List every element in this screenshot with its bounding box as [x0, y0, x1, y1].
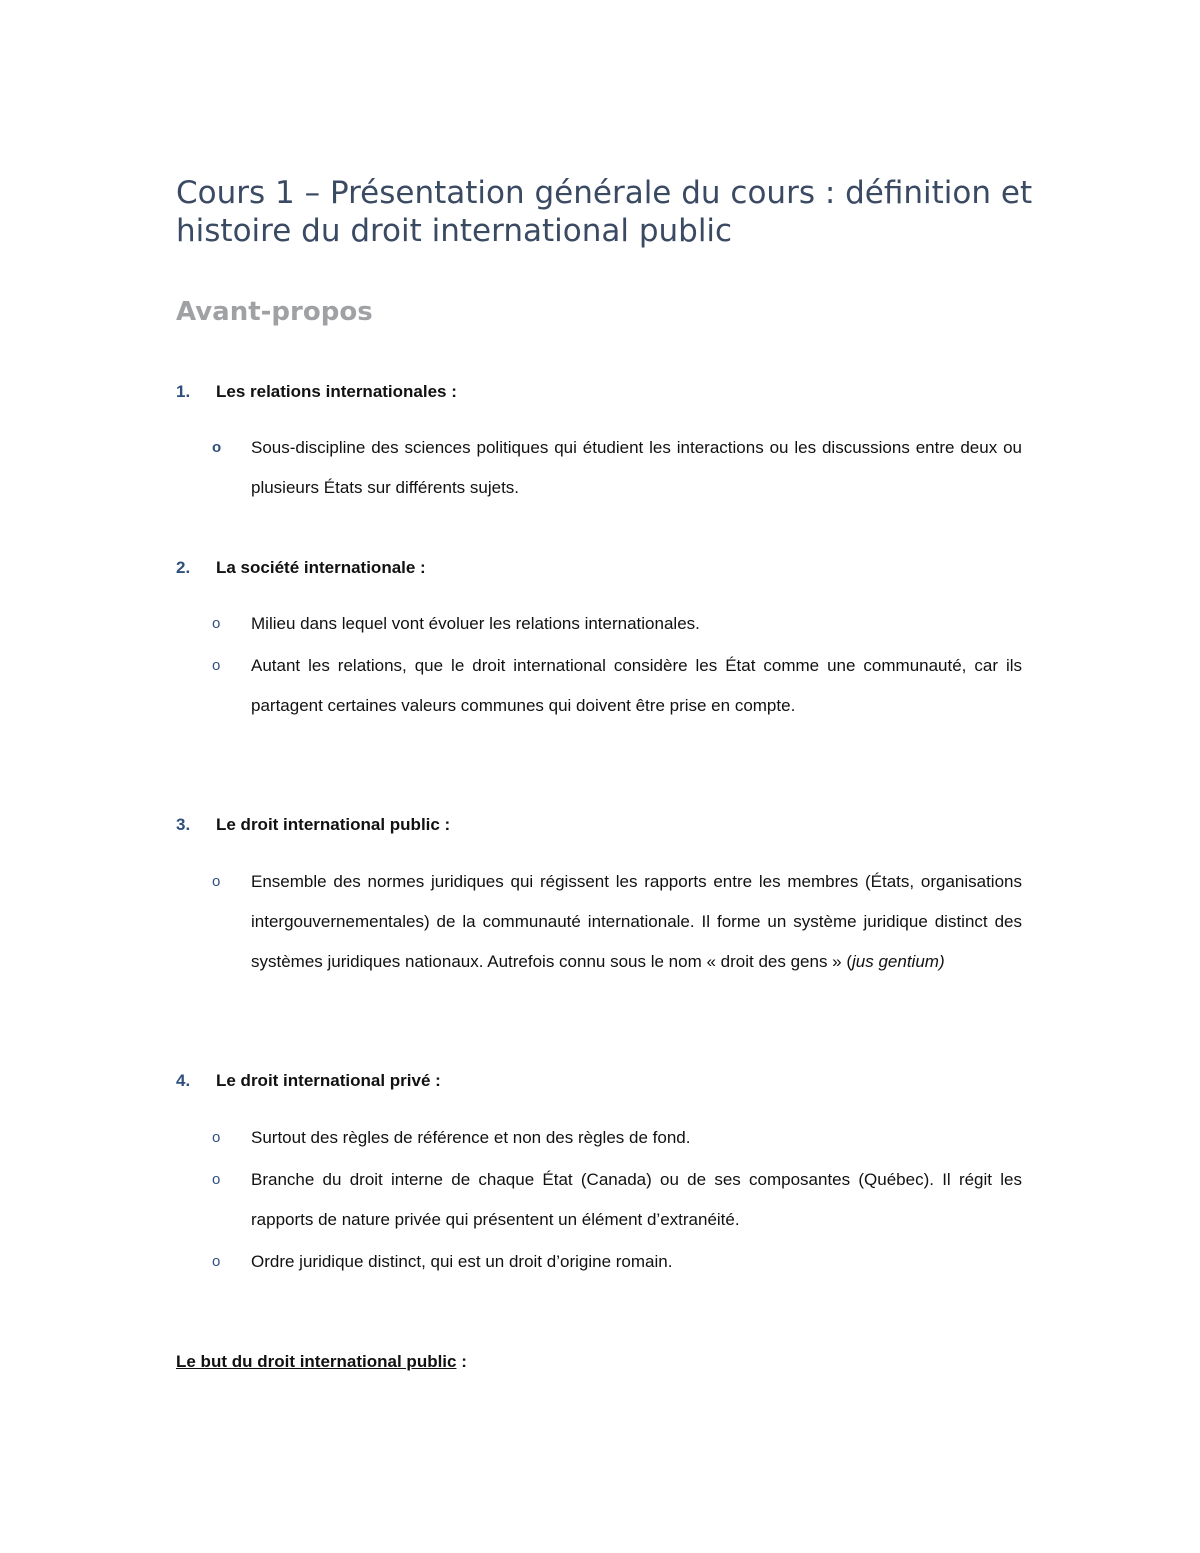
section-heading-text: Le droit international privé :	[216, 1071, 441, 1090]
section-heading-private-law	[176, 1069, 1036, 1093]
latin-term: jus gentium)	[852, 952, 945, 971]
section-heading-text: Le droit international public :	[216, 815, 451, 834]
final-heading-text: Le but du droit international public	[176, 1352, 457, 1371]
section-heading-public-law	[176, 813, 1036, 837]
list-item-text: Sous-discipline des sciences politiques qui étudient les interactions ou les discussions entre deux ou plusieurs États sur différents sujets.	[251, 438, 1022, 497]
list-item	[212, 862, 1022, 982]
section-number: 2.	[176, 558, 191, 577]
list-item	[212, 1242, 1022, 1282]
bullet-icon: o	[212, 439, 222, 456]
page-title: Cours 1 – Présentation générale du cours : définition et histoire du droit international public	[176, 175, 1033, 249]
bullet-icon: o	[212, 657, 221, 674]
bullet-icon: o	[212, 873, 221, 890]
list-item-text-main: Ensemble des normes juridiques qui régissent les rapports entre les membres (États, organisations intergouvernementales) de la communauté internationale. Il forme un système juridique distinct des systèmes juridiques nationaux. Autrefois connu sous le nom « droit des gens » (	[251, 872, 1022, 971]
bullet-icon: o	[212, 615, 221, 632]
list-item-text: Ordre juridique distinct, qui est un droit d’origine romain.	[251, 1252, 673, 1271]
list-item-text: Branche du droit interne de chaque État (Canada) ou de ses composantes (Québec). Il régit les rapports de nature privée qui présentent un élément d’extranéité.	[251, 1170, 1022, 1229]
list-item-text	[251, 862, 1022, 982]
final-heading	[176, 1348, 467, 1376]
list-item	[212, 428, 1022, 508]
bullet-icon: o	[212, 1253, 221, 1270]
section-number: 4.	[176, 1071, 191, 1090]
final-heading-colon: :	[456, 1352, 467, 1371]
list-item	[212, 1118, 1022, 1158]
section-heading-text: La société internationale :	[216, 558, 426, 577]
bullet-icon: o	[212, 1171, 221, 1188]
section-heading-text: Les relations internationales :	[216, 382, 457, 401]
section-subtitle: Avant-propos	[176, 297, 373, 327]
bullet-icon: o	[212, 1129, 221, 1146]
list-item	[212, 604, 1022, 644]
list-item-text: Autant les relations, que le droit international considère les État comme une communauté, car ils partagent certaines valeurs communes qui doivent être prise en compte.	[251, 656, 1022, 715]
section-number: 1.	[176, 382, 191, 401]
section-heading-relations	[176, 380, 1036, 404]
section-heading-society	[176, 556, 1036, 580]
list-item	[212, 646, 1022, 726]
list-item-text: Milieu dans lequel vont évoluer les relations internationales.	[251, 614, 700, 633]
list-item	[212, 1160, 1022, 1240]
section-number: 3.	[176, 815, 191, 834]
list-item-text: Surtout des règles de référence et non des règles de fond.	[251, 1128, 691, 1147]
